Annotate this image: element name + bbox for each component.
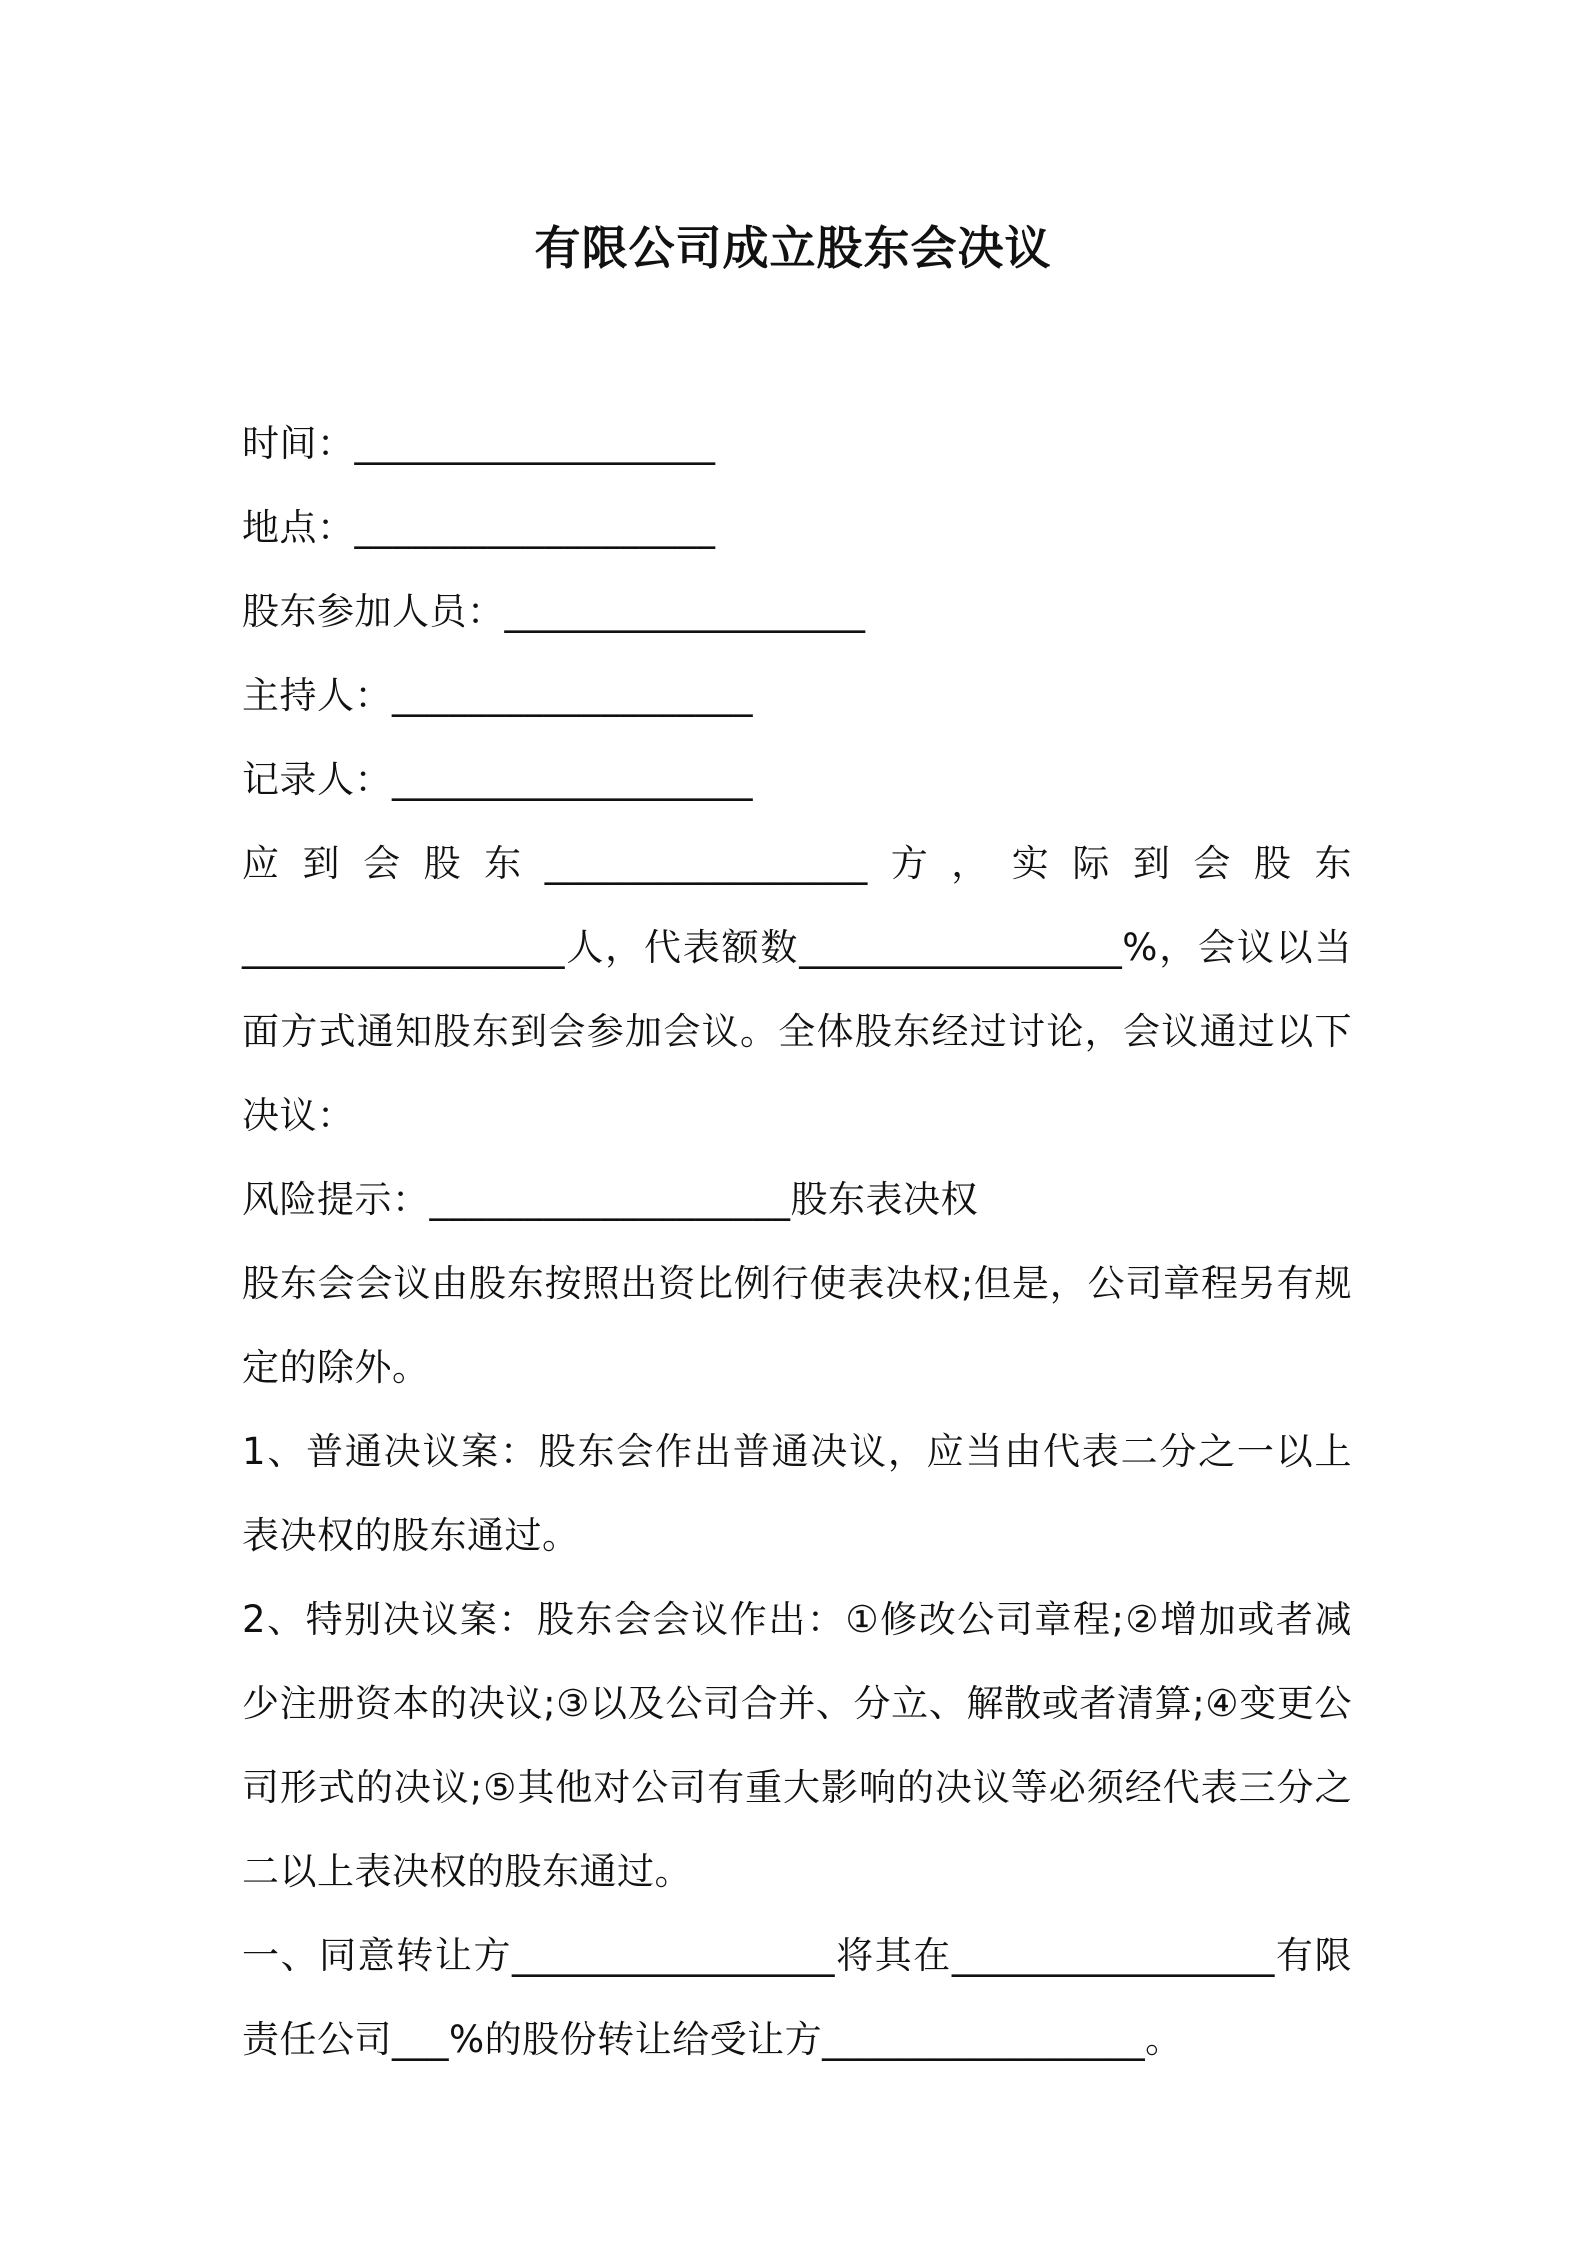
document-title: 有限公司成立股东会决议: [534, 221, 1052, 275]
field-location-blank: ___________________: [354, 506, 716, 549]
field-time-label: 时间：: [242, 422, 355, 465]
field-time: [242, 402, 1352, 486]
field-recorder-blank: ___________________: [392, 758, 753, 801]
field-attendees: [242, 570, 1352, 654]
voting-rights-paragraph: 股东会会议由股东按照出资比例行使表决权;但是，公司章程另有规定的除外。: [242, 1262, 1352, 1389]
risk-notice: 风险提示：___________________股东表决权: [242, 1178, 978, 1221]
field-attendees-blank: ___________________: [504, 590, 866, 633]
field-recorder-label: 记录人：: [242, 758, 392, 801]
attendance-paragraph: 应到会股东_________________方，实际到会股东_________________人，代表额数_________________%，会议以当面方式通知股东到会参加会议。全体股东经过讨论，会议通过以下决议：: [242, 842, 1352, 1137]
field-host-label: 主持人：: [242, 674, 392, 717]
field-location-label: 地点：: [242, 506, 355, 549]
field-host: [242, 654, 1352, 738]
field-recorder: [242, 738, 1352, 822]
ordinary-resolution-paragraph: 1、普通决议案：股东会作出普通决议，应当由代表二分之一以上表决权的股东通过。: [242, 1430, 1352, 1557]
resolution-one-paragraph: 一、同意转让方_________________将其在_________________有限责任公司___%的股份转让给受让方_________________。: [242, 1934, 1352, 2061]
field-attendees-label: 股东参加人员：: [242, 590, 505, 633]
field-host-blank: ___________________: [392, 674, 753, 717]
field-location: [242, 486, 1352, 570]
special-resolution-paragraph: 2、特别决议案：股东会会议作出：①修改公司章程;②增加或者减少注册资本的决议;③以及公司合并、分立、解散或者清算;④变更公司形式的决议;⑤其他对公司有重大影响的决议等必须经代表三分之二以上表决权的股东通过。: [242, 1598, 1352, 1893]
document-body: [242, 402, 1352, 2082]
field-time-blank: ___________________: [354, 422, 716, 465]
